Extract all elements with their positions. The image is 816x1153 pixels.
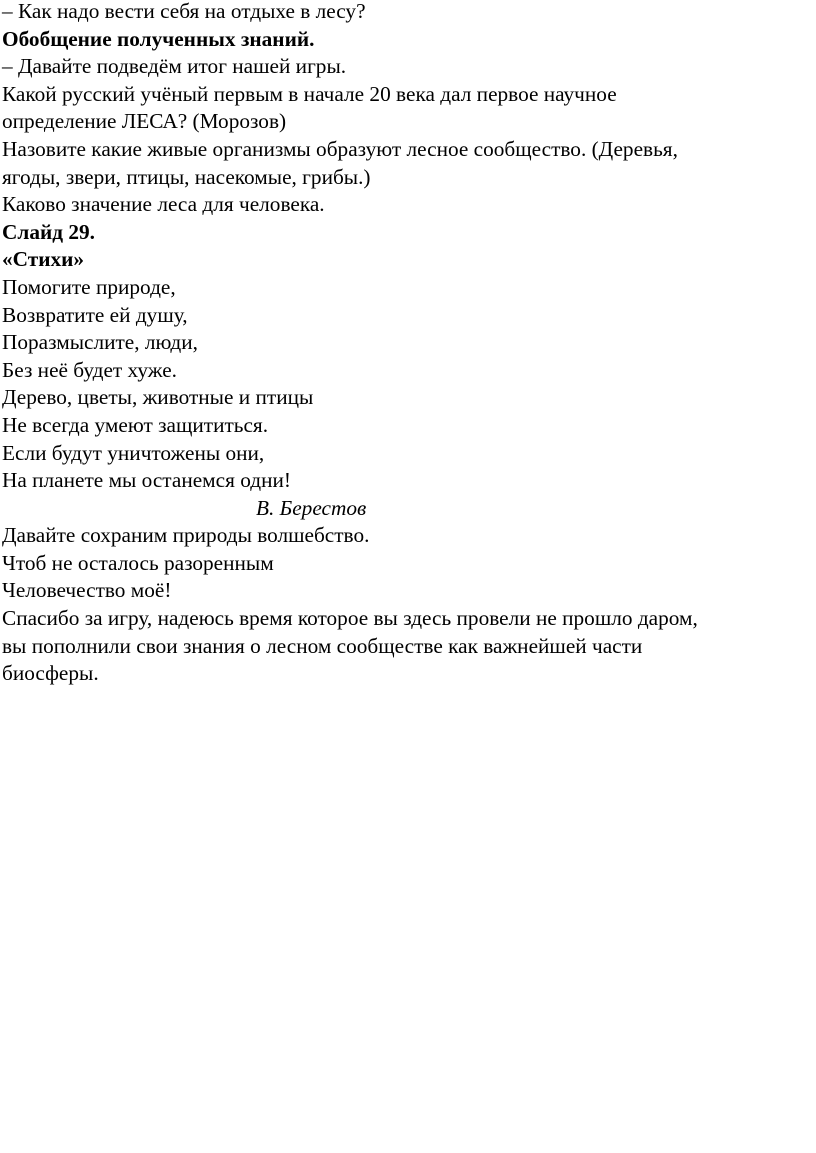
question-organisms-line-1: Назовите какие живые организмы образуют лесное сообщество. (Деревья, — [2, 136, 678, 161]
question-behavior-in-forest: – Как надо вести себя на отдыхе в лесу? — [2, 0, 366, 23]
poem-line: Помогите природе, — [2, 274, 176, 299]
closing-line: Чтоб не осталось разоренным — [2, 550, 274, 575]
poem-line: Если будут уничтожены они, — [2, 440, 265, 465]
poem-author: В. Берестов — [256, 495, 367, 520]
question-scientist-line-1: Какой русский учёный первым в начале 20 века дал первое научное — [2, 81, 617, 106]
poem-line: Поразмыслите, люди, — [2, 330, 198, 355]
final-paragraph-line-1: Спасибо за игру, надеюсь время которое вы здесь провели не прошло даром, — [2, 606, 698, 631]
question-scientist-line-2: определение ЛЕСА? (Морозов) — [2, 109, 287, 134]
summary-intro-line: – Давайте подведём итог нашей игры. — [2, 54, 347, 79]
poem-line: Возвратите ей душу, — [2, 302, 188, 327]
slide-heading: Слайд 29. — [2, 219, 95, 244]
poem-line: Не всегда умеют защититься. — [2, 412, 269, 437]
poem-line: Дерево, цветы, животные и птицы — [2, 385, 314, 410]
section-heading-summary: Обобщение полученных знаний. — [2, 26, 315, 51]
poem-line: На планете мы останемся одни! — [2, 468, 291, 493]
closing-line: Человечество моё! — [2, 578, 172, 603]
poem-line: Без неё будет хуже. — [2, 357, 177, 382]
closing-line: Давайте сохраним природы волшебство. — [2, 523, 370, 548]
question-organisms-line-2: ягоды, звери, птицы, насекомые, грибы.) — [2, 164, 371, 189]
poem-title: «Стихи» — [2, 247, 85, 272]
final-paragraph-line-3: биосферы. — [2, 661, 99, 686]
question-forest-value: Каково значение леса для человека. — [2, 192, 325, 217]
final-paragraph-line-2: вы пополнили свои знания о лесном сообществе как важнейшей части — [2, 633, 643, 658]
